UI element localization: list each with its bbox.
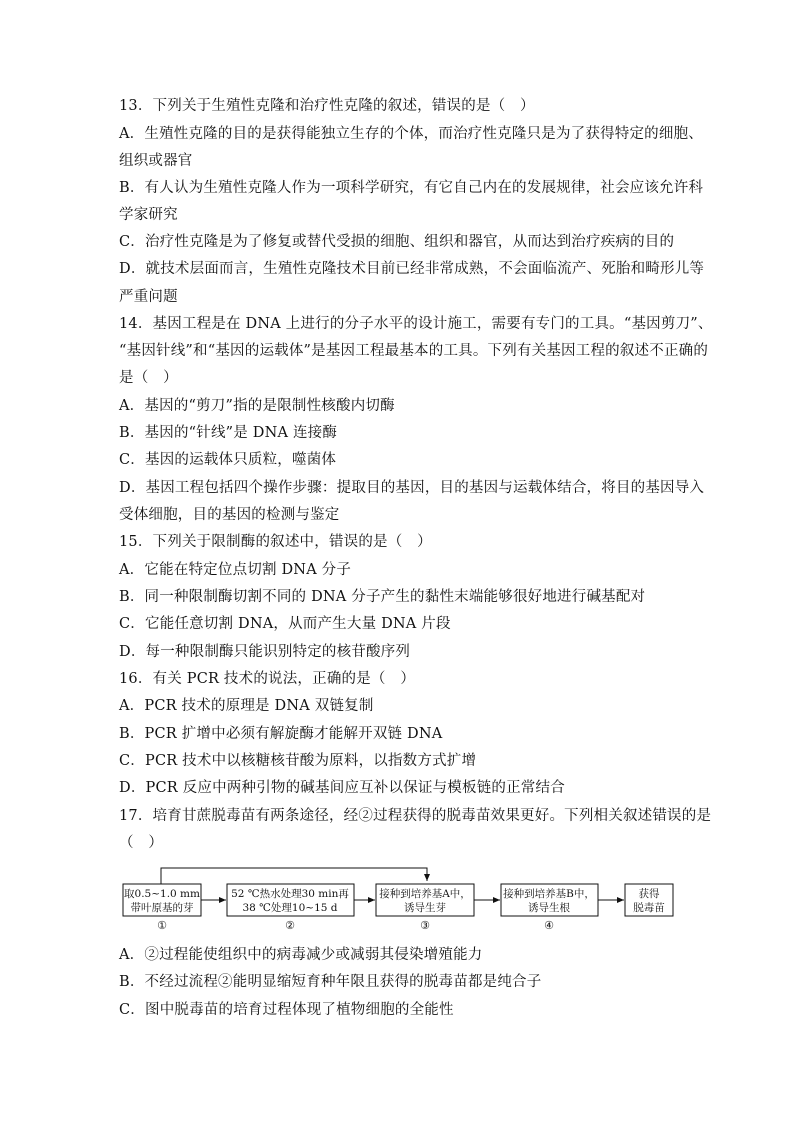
step4-line2: 诱导生根 (528, 902, 570, 914)
q13-option-d-cont: 严重问题 (119, 289, 178, 305)
q17-option-b: B．不经过流程②能明显缩短育种年限且获得的脱毒苗都是纯合子 (119, 974, 542, 990)
q15-option-d: D．每一种限制酶只能识别特定的核苷酸序列 (119, 644, 411, 660)
process-flow-diagram (119, 862, 679, 942)
q13-option-c: C．治疗性克隆是为了修复或替代受损的细胞、组织和器官，从而达到治疗疾病的目的 (119, 234, 675, 250)
q16-option-a: A．PCR 技术的原理是 DNA 双链复制 (119, 698, 374, 714)
q13-option-b-cont: 学家研究 (119, 207, 178, 223)
step4-number: ④ (544, 919, 554, 932)
q16-stem: 16．有关 PCR 技术的说法，正确的是（ ） (119, 671, 416, 687)
q14-option-c: C．基因的运载体只质粒，噬菌体 (119, 452, 337, 468)
step2-number: ② (285, 919, 295, 932)
q15-option-c: C．它能任意切割 DNA，从而产生大量 DNA 片段 (119, 616, 451, 632)
q17-stem: 17．培育甘蔗脱毒苗有两条途径，经②过程获得的脱毒苗效果更好。下列相关叙述错误的是 (119, 808, 712, 824)
q15-option-a: A．它能在特定位点切割 DNA 分子 (119, 562, 352, 578)
q14-option-b: B．基因的“针线”是 DNA 连接酶 (119, 425, 338, 441)
q13-stem: 13．下列关于生殖性克隆和治疗性克隆的叙述，错误的是（ ） (119, 98, 535, 114)
step3-line2: 诱导生芽 (404, 902, 446, 914)
step4-line1: 接种到培养基B中， (503, 888, 595, 900)
q16-option-d: D．PCR 反应中两种引物的碱基间应互补以保证与模板链的正常结合 (119, 780, 565, 796)
q16-option-c: C．PCR 技术中以核糖核苷酸为原料，以指数方式扩增 (119, 753, 477, 769)
q14-option-d-cont: 受体细胞，目的基因的检测与鉴定 (119, 507, 340, 523)
q17-option-c: C．图中脱毒苗的培育过程体现了植物细胞的全能性 (119, 1002, 454, 1018)
q14-stem-cont: “基因针线”和“基因的运载体”是基因工程最基本的工具。下列有关基因工程的叙述不正确的 (119, 343, 709, 359)
bypass-arrow (161, 868, 427, 884)
step2-line2: 38 ℃处理10~15 d (242, 902, 338, 914)
q17-option-a: A．②过程能使组织中的病毒减少或减弱其侵染增殖能力 (119, 947, 483, 963)
q13-option-a: A．生殖性克隆的目的是获得能独立生存的个体，而治疗性克隆只是为了获得特定的细胞、 (119, 126, 703, 142)
step2-line1: 52 ℃热水处理30 min再 (231, 888, 349, 900)
step1-line1: 取0.5~1.0 mm (124, 888, 200, 900)
step3-number: ③ (420, 919, 430, 932)
result-line1: 获得 (638, 888, 660, 900)
result-line2: 脱毒苗 (633, 902, 665, 914)
q15-option-b: B．同一种限制酶切割不同的 DNA 分子产生的黏性末端能够很好地进行碱基配对 (119, 589, 646, 605)
q14-stem-end: 是（ ） (119, 370, 178, 386)
step1-number: ① (157, 919, 167, 932)
step3-line1: 接种到培养基A中， (379, 888, 471, 900)
q17-stem-end: （ ） (119, 835, 164, 851)
step1-line2: 带叶原基的芽 (130, 902, 194, 914)
q14-option-a: A．基因的“剪刀”指的是限制性核酸内切酶 (119, 398, 395, 414)
q16-option-b: B．PCR 扩增中必须有解旋酶才能解开双链 DNA (119, 726, 443, 742)
q13-option-b: B．有人认为生殖性克隆人作为一项科学研究，有它自己内在的发展规律，社会应该允许科 (119, 180, 704, 196)
q13-option-d: D．就技术层面而言，生殖性克隆技术目前已经非常成熟，不会面临流产、死胎和畸形儿等 (119, 261, 705, 277)
q14-stem: 14．基因工程是在 DNA 上进行的分子水平的设计施工，需要有专门的工具。“基因剪刀”、 (119, 316, 713, 332)
q15-stem: 15．下列关于限制酶的叙述中，错误的是（ ） (119, 534, 432, 550)
q13-option-a-cont: 组织或器官 (119, 153, 193, 169)
q14-option-d: D．基因工程包括四个操作步骤：提取目的基因，目的基因与运载体结合，将目的基因导入 (119, 480, 705, 496)
